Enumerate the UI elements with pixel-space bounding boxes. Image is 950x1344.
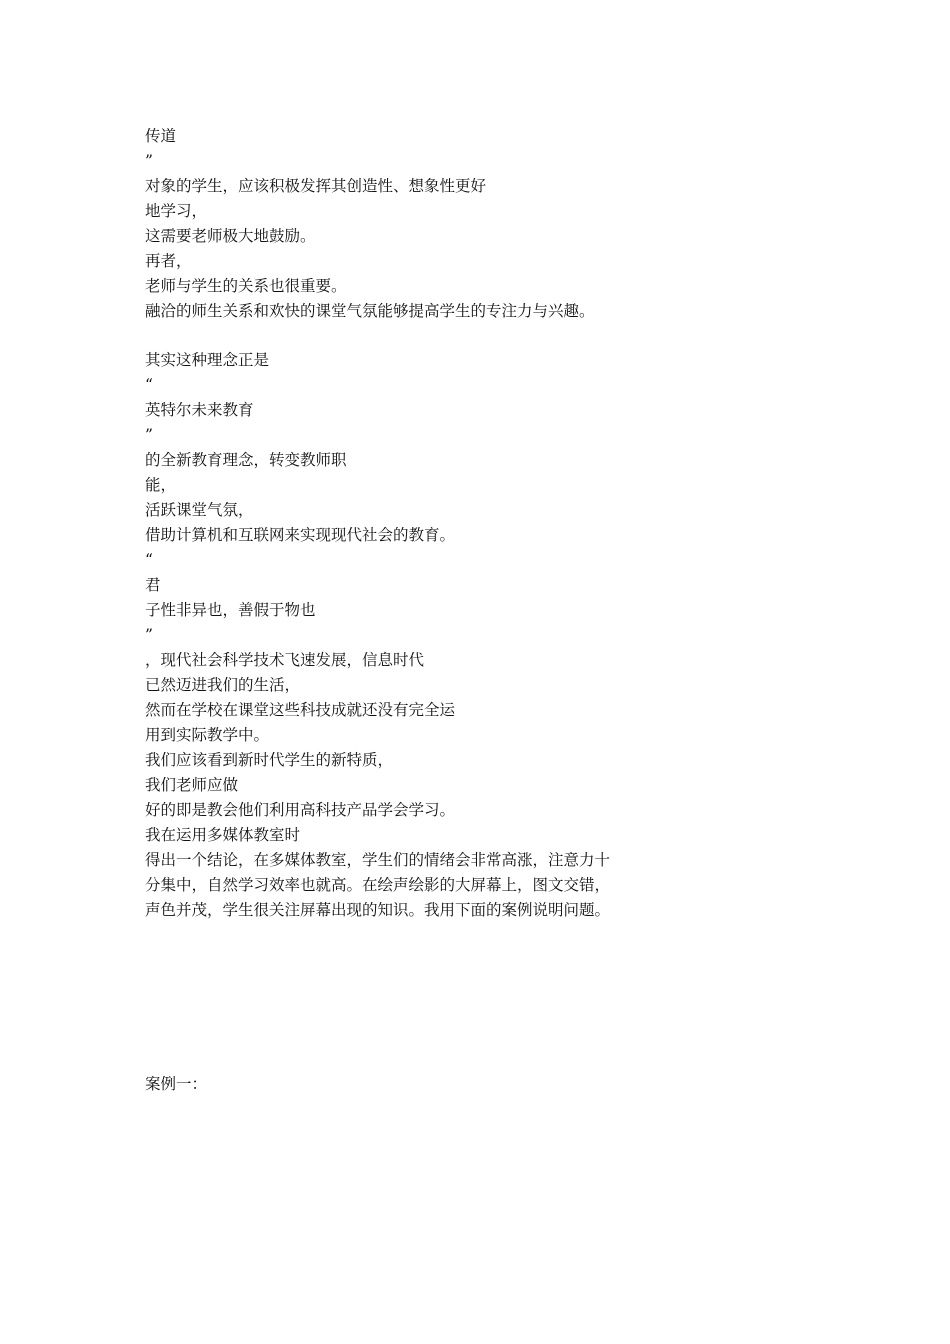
text-line: 君 (145, 576, 161, 594)
text-line: 声色并茂，学生很关注屏幕出现的知识。我用下面的案例说明问题。 (145, 901, 611, 919)
text-line: 分集中，自然学习效率也就高。在绘声绘影的大屏幕上，图文交错， (145, 876, 611, 894)
text-line: 我在运用多媒体教室时 (145, 826, 301, 844)
text-line: ” (145, 426, 153, 444)
text-line: ，现代社会科学技术飞速发展，信息时代 (145, 651, 425, 669)
text-line: 我们老师应做 (145, 776, 239, 794)
text-line: “ (145, 551, 153, 569)
paragraph-1 (145, 124, 825, 324)
text-line: 地学习， (145, 202, 208, 220)
case-heading: 案例一： (145, 1075, 208, 1093)
text-line: 对象的学生，应该积极发挥其创造性、想象性更好 (145, 177, 487, 195)
text-line: 已然迈进我们的生活， (145, 676, 301, 694)
text-line: 好的即是教会他们利用高科技产品学会学习。 (145, 801, 456, 819)
text-line: 我们应该看到新时代学生的新特质， (145, 751, 394, 769)
text-line: 老师与学生的关系也很重要。 (145, 277, 347, 295)
paragraph-2 (145, 348, 825, 923)
text-line: 融洽的师生关系和欢快的课堂气氛能够提高学生的专注力与兴趣。 (145, 302, 595, 320)
text-line: 子性非异也，善假于物也 (145, 601, 316, 619)
text-line: “ (145, 376, 153, 394)
text-line: 这需要老师极大地鼓励。 (145, 227, 316, 245)
text-line: ” (145, 626, 153, 644)
text-line: 然而在学校在课堂这些科技成就还没有完全运 (145, 701, 456, 719)
text-line: 的全新教育理念，转变教师职 (145, 451, 347, 469)
case-heading-block (145, 1072, 825, 1097)
text-line: 得出一个结论，在多媒体教室，学生们的情绪会非常高涨，注意力十 (145, 851, 611, 869)
text-line: 其实这种理念正是 (145, 351, 270, 369)
text-line: 英特尔未来教育 (145, 401, 254, 419)
text-line: 能， (145, 476, 177, 494)
text-line: 传道 (145, 127, 177, 145)
text-line: ” (145, 152, 153, 170)
text-line: 用到实际教学中。 (145, 726, 270, 744)
text-line: 活跃课堂气氛， (145, 501, 254, 519)
text-line: 再者， (145, 252, 192, 270)
text-line: 借助计算机和互联网来实现现代社会的教育。 (145, 526, 456, 544)
